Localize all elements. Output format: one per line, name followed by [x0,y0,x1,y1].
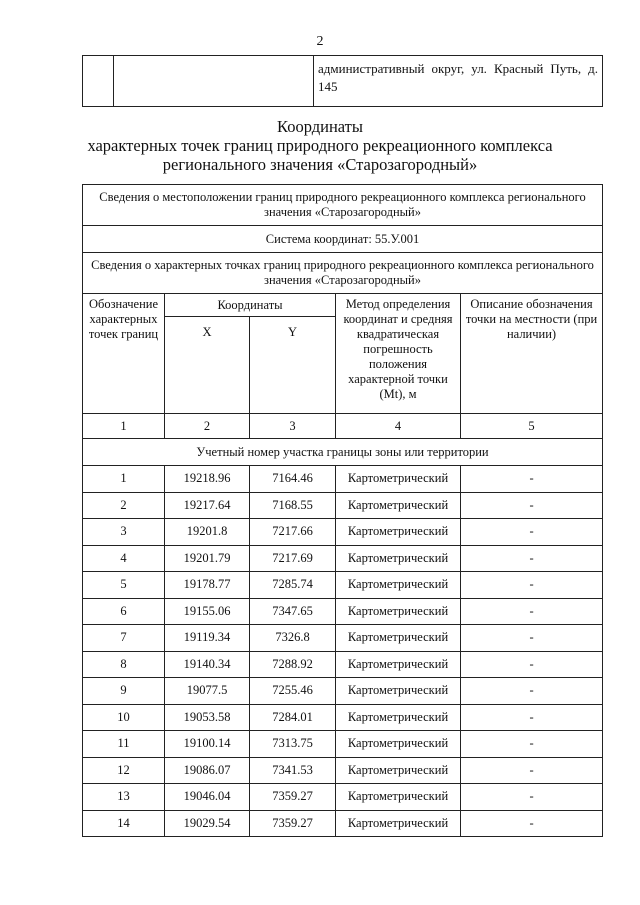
document-title [0,117,640,174]
point-number: 10 [83,704,165,731]
table-row [83,651,603,678]
column-number: 2 [165,414,250,439]
description-value: - [461,466,603,493]
y-value: 7359.27 [250,784,336,811]
column-number: 5 [461,414,603,439]
y-value: 7168.55 [250,492,336,519]
coordinates-table [82,184,603,837]
table-row [83,466,603,493]
y-value: 7341.53 [250,757,336,784]
description-value: - [461,678,603,705]
column-number: 3 [250,414,336,439]
header-coordinates: Координаты [165,294,336,317]
method-value: Картометрический [336,572,461,599]
method-value: Картометрический [336,810,461,837]
y-value: 7313.75 [250,731,336,758]
y-value: 7217.66 [250,519,336,546]
title-line-3: регионального значения «Старозагородный» [162,155,478,174]
x-value: 19053.58 [165,704,250,731]
method-value: Картометрический [336,598,461,625]
table-row [83,492,603,519]
point-number: 11 [83,731,165,758]
table-row [83,784,603,811]
method-value: Картометрический [336,784,461,811]
point-number: 7 [83,625,165,652]
method-value: Картометрический [336,678,461,705]
y-value: 7326.8 [250,625,336,652]
y-value: 7347.65 [250,598,336,625]
x-value: 19201.8 [165,519,250,546]
x-value: 19046.04 [165,784,250,811]
method-value: Картометрический [336,466,461,493]
point-number: 14 [83,810,165,837]
point-number: 1 [83,466,165,493]
description-value: - [461,704,603,731]
title-line-1: Координаты [277,117,363,136]
y-value: 7255.46 [250,678,336,705]
x-value: 19077.5 [165,678,250,705]
x-value: 19217.64 [165,492,250,519]
x-value: 19218.96 [165,466,250,493]
x-value: 19029.54 [165,810,250,837]
method-value: Картометрический [336,545,461,572]
table-row [83,810,603,837]
x-value: 19086.07 [165,757,250,784]
previous-table-tail [82,55,603,107]
point-number: 2 [83,492,165,519]
header-description: Описание обозначения точки на местности (при наличии) [461,294,603,414]
description-value: - [461,492,603,519]
y-value: 7288.92 [250,651,336,678]
x-value: 19155.06 [165,598,250,625]
point-number: 6 [83,598,165,625]
table-caption: Сведения о местоположении границ природного рекреационного комплекса регионального значения «Старозагородный» [83,185,603,226]
header-point: Обозначение характерных точек границ [83,294,165,414]
empty-cell [83,56,114,107]
x-value: 19178.77 [165,572,250,599]
description-value: - [461,731,603,758]
x-value: 19201.79 [165,545,250,572]
x-value: 19140.34 [165,651,250,678]
empty-cell [114,56,314,107]
table-row [83,56,603,107]
description-value: - [461,545,603,572]
y-value: 7217.69 [250,545,336,572]
description-value: - [461,572,603,599]
x-value: 19100.14 [165,731,250,758]
header-x: X [165,317,250,414]
description-value: - [461,519,603,546]
table-row [83,572,603,599]
method-value: Картометрический [336,625,461,652]
description-value: - [461,598,603,625]
y-value: 7164.46 [250,466,336,493]
coordinate-system: Система координат: 55.У.001 [83,226,603,253]
title-line-2: характерных точек границ природного рекреационного комплекса [87,136,553,155]
y-value: 7285.74 [250,572,336,599]
method-value: Картометрический [336,704,461,731]
table-row [83,545,603,572]
method-value: Картометрический [336,492,461,519]
points-caption: Сведения о характерных точках границ природного рекреационного комплекса регионального значения «Старозагородный» [83,253,603,294]
point-number: 4 [83,545,165,572]
method-value: Картометрический [336,757,461,784]
page-number: 2 [316,34,324,49]
point-number: 9 [83,678,165,705]
header-y: Y [250,317,336,414]
method-value: Картометрический [336,651,461,678]
table-row [83,731,603,758]
description-value: - [461,625,603,652]
table-row [83,625,603,652]
table-row [83,519,603,546]
y-value: 7284.01 [250,704,336,731]
method-value: Картометрический [336,731,461,758]
point-number: 13 [83,784,165,811]
method-value: Картометрический [336,519,461,546]
table-row [83,757,603,784]
column-number: 4 [336,414,461,439]
table-row [83,678,603,705]
table-row [83,598,603,625]
address-cell: административный округ, ул. Красный Путь, д. 145 [314,56,603,107]
y-value: 7359.27 [250,810,336,837]
header-method: Метод определения координат и средняя квадратическая погрешность положения характерной точки (Mt), м [336,294,461,414]
column-number: 1 [83,414,165,439]
point-number: 12 [83,757,165,784]
table-row [83,704,603,731]
data-rows [83,466,603,837]
point-number: 3 [83,519,165,546]
description-value: - [461,757,603,784]
description-value: - [461,651,603,678]
description-value: - [461,784,603,811]
description-value: - [461,810,603,837]
point-number: 5 [83,572,165,599]
account-number-row: Учетный номер участка границы зоны или территории [83,439,603,466]
point-number: 8 [83,651,165,678]
x-value: 19119.34 [165,625,250,652]
